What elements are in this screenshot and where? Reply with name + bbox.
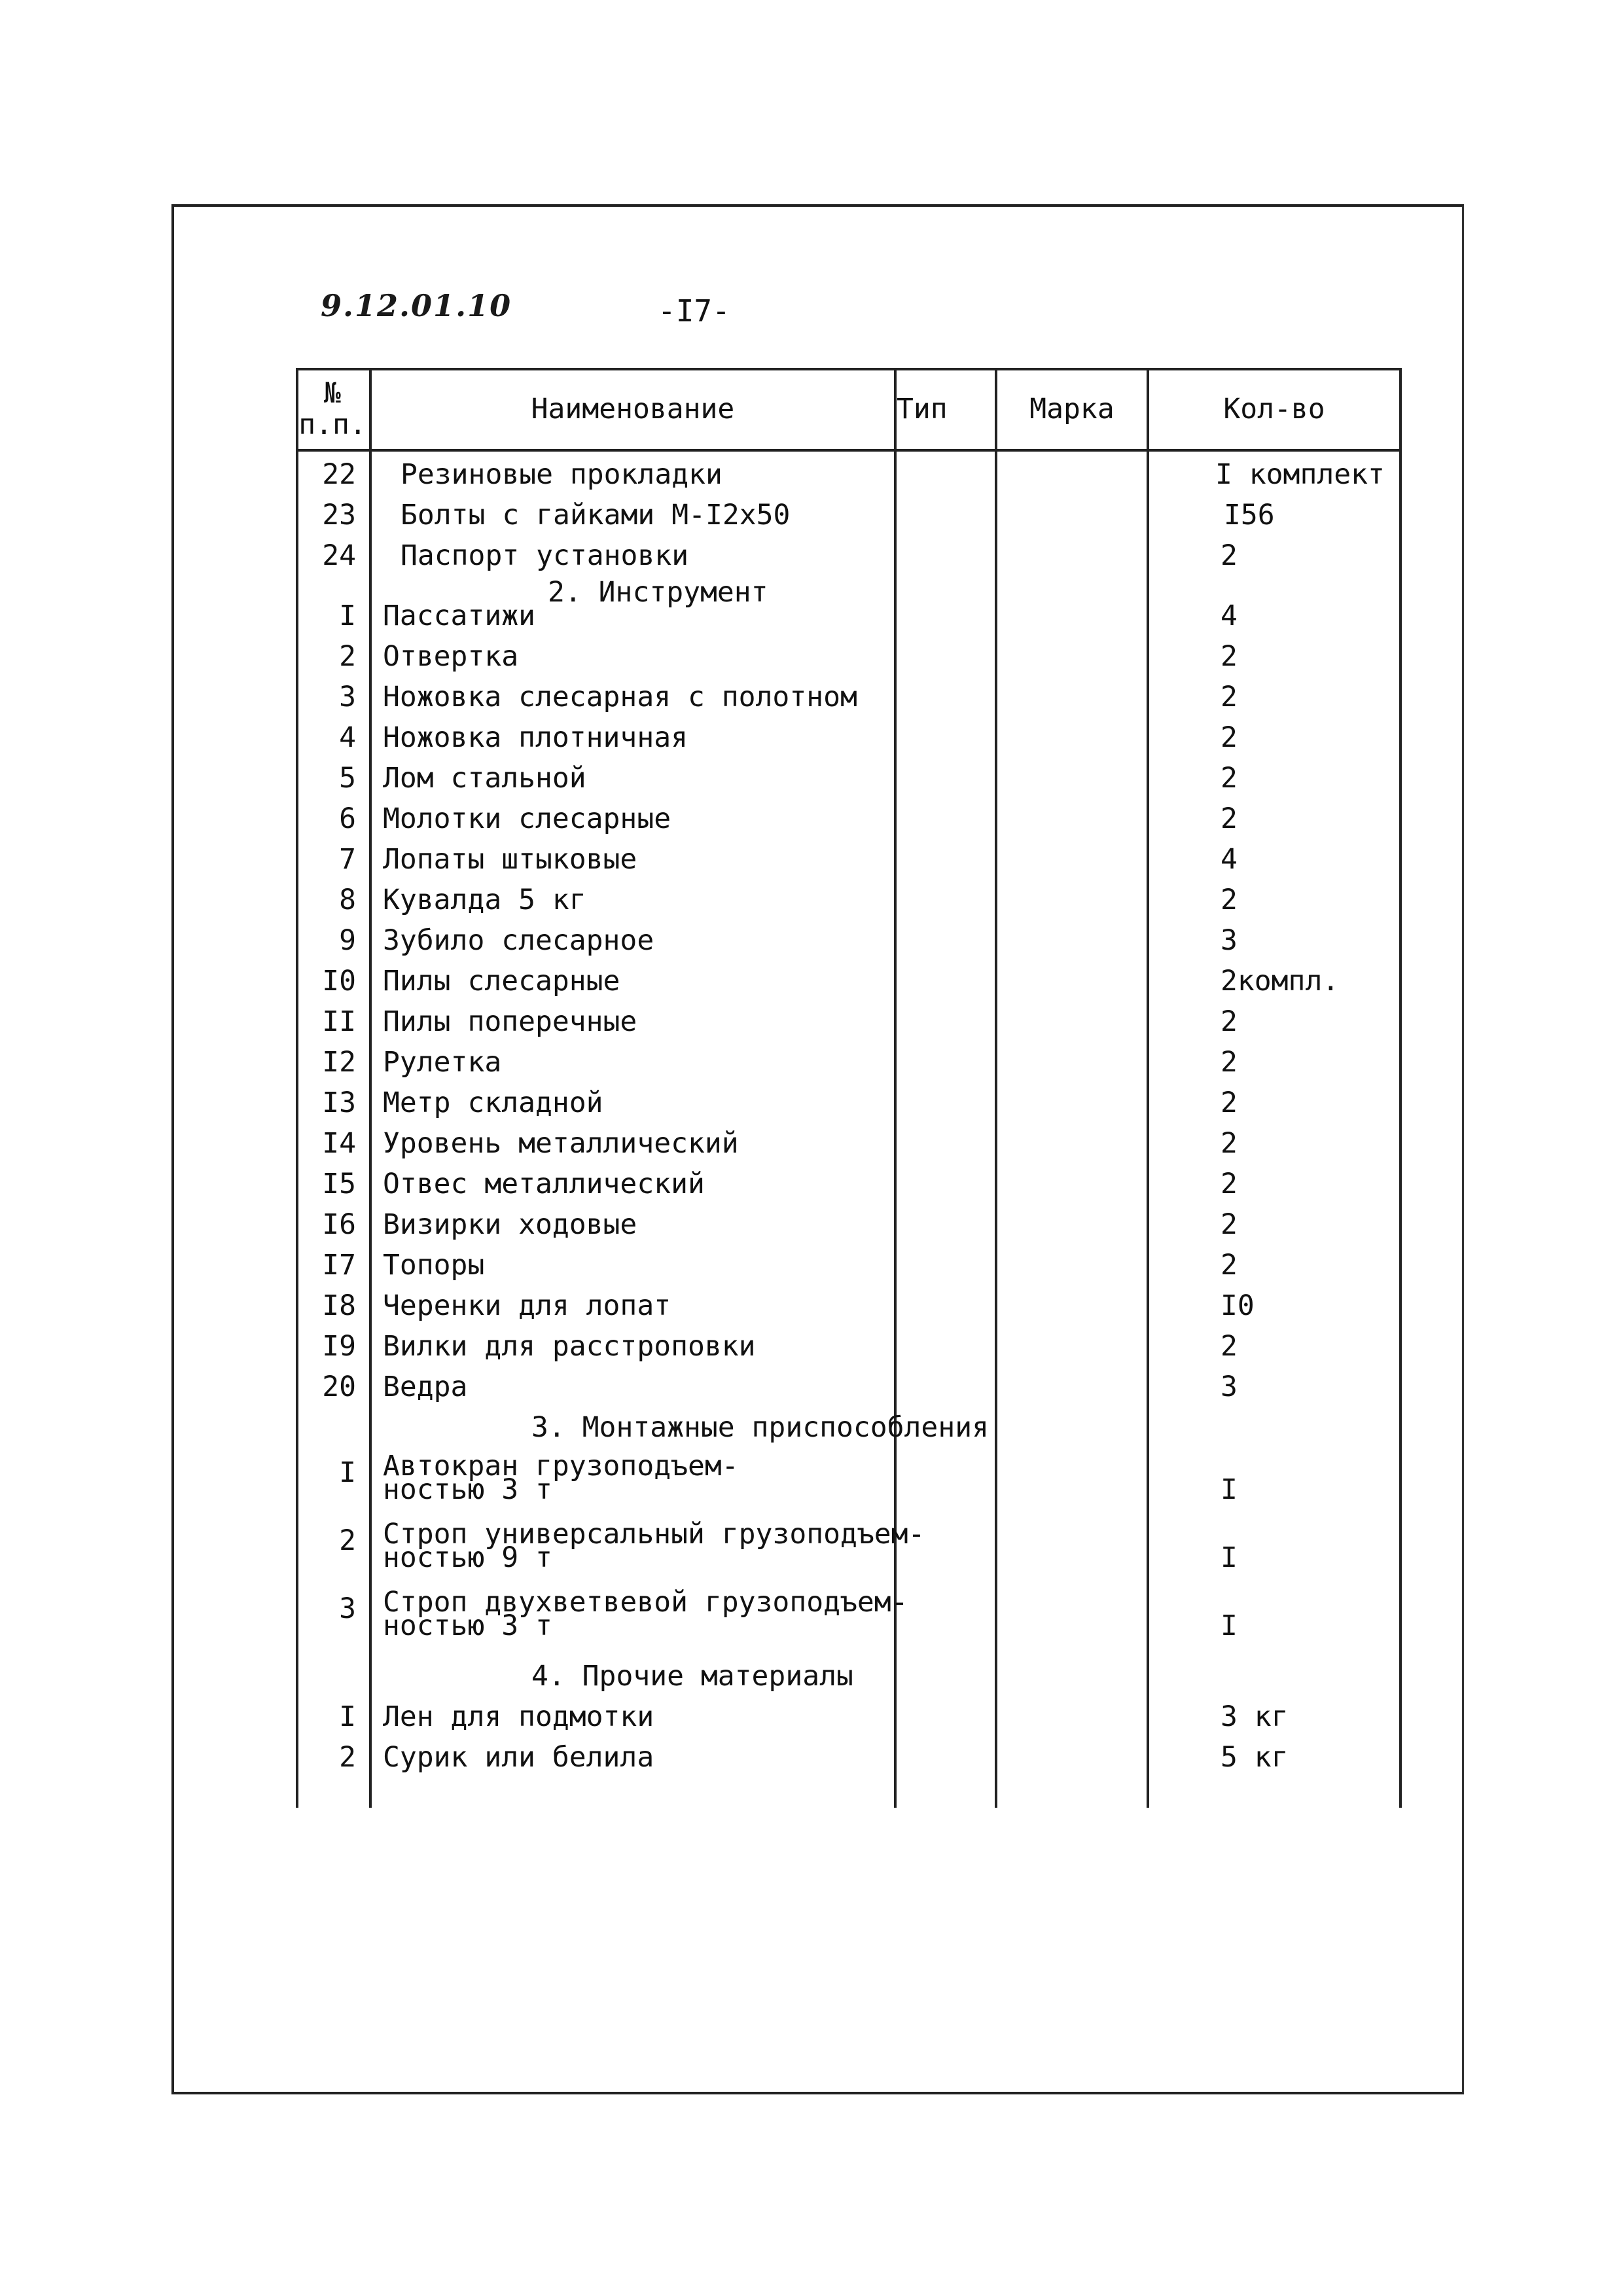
- row-name-line2: ностью 9 т: [383, 1541, 552, 1574]
- row-qty: 3: [1221, 924, 1238, 957]
- row-name: Лен для подмотки: [383, 1700, 654, 1733]
- row-qty: 2: [1221, 681, 1238, 713]
- row-number: 3: [339, 1592, 356, 1625]
- row-number: 2: [339, 1741, 356, 1774]
- row-qty: I: [1221, 1609, 1238, 1642]
- table-row: [296, 1520, 1402, 1579]
- row-qty: 2: [1221, 1127, 1238, 1160]
- row-name: Пилы поперечные: [383, 1005, 637, 1038]
- row-qty: 4: [1221, 600, 1238, 632]
- row-number: 6: [339, 802, 356, 835]
- row-name: Черенки для лопат: [383, 1289, 671, 1322]
- row-name: Уровень металлический: [383, 1127, 739, 1160]
- row-name: Визирки ходовые: [383, 1208, 637, 1241]
- row-number: I: [339, 1700, 356, 1733]
- row-number: I9: [322, 1330, 356, 1363]
- row-number: I2: [322, 1046, 356, 1079]
- row-name-line2: ностью 3 т: [383, 1473, 552, 1506]
- row-qty: I56: [1224, 499, 1275, 531]
- row-name: Отвертка: [383, 640, 519, 673]
- row-number: 23: [322, 499, 356, 531]
- row-name: Лом стальной: [383, 762, 586, 795]
- row-number: I6: [322, 1208, 356, 1241]
- row-number: I7: [322, 1249, 356, 1282]
- page-number: -I7-: [658, 293, 730, 329]
- row-name: Ножовка плотничная: [383, 721, 688, 754]
- header-num: № п.п.: [298, 377, 366, 441]
- row-name-line1: Автокран грузоподъем-: [383, 1450, 739, 1482]
- header-brand: Марка: [1029, 393, 1115, 425]
- row-number: I0: [322, 965, 356, 997]
- row-number: 3: [339, 681, 356, 713]
- row-number: II: [322, 1005, 356, 1038]
- row-number: I4: [322, 1127, 356, 1160]
- document-number: 9.12.01.10: [321, 288, 512, 323]
- row-name: Сурик или белила: [383, 1741, 654, 1774]
- row-name: Зубило слесарное: [383, 924, 654, 957]
- row-qty: 2: [1221, 539, 1238, 572]
- row-name-line1: Строп двухветвевой грузоподъем-: [383, 1586, 908, 1619]
- row-name: Ведра: [383, 1371, 468, 1403]
- row-number: 24: [322, 539, 356, 572]
- row-qty: I: [1221, 1541, 1238, 1574]
- row-number: 20: [322, 1371, 356, 1403]
- row-qty: 2: [1221, 640, 1238, 673]
- row-number: I8: [322, 1289, 356, 1322]
- row-number: 5: [339, 762, 356, 795]
- row-number: 7: [339, 843, 356, 876]
- header-name: Наименование: [531, 393, 735, 425]
- row-qty: 2компл.: [1221, 965, 1340, 997]
- row-name: Пассатижи: [383, 600, 535, 632]
- row-qty: 2: [1221, 1330, 1238, 1363]
- row-qty: 2: [1221, 884, 1238, 916]
- row-number: 2: [339, 1524, 356, 1557]
- row-number: 2: [339, 640, 356, 673]
- row-qty: 2: [1221, 802, 1238, 835]
- row-qty: I: [1221, 1473, 1238, 1506]
- row-qty: 2: [1221, 721, 1238, 754]
- row-qty: 3 кг: [1221, 1700, 1289, 1733]
- row-name: Рулетка: [383, 1046, 502, 1079]
- row-name-line2: ностью 3 т: [383, 1609, 552, 1642]
- section-title: 4. Прочие материалы: [531, 1660, 853, 1693]
- row-name: Топоры: [383, 1249, 485, 1282]
- row-number: I: [339, 1456, 356, 1489]
- row-qty: 3: [1221, 1371, 1238, 1403]
- row-qty: I комплект: [1215, 458, 1385, 491]
- row-number: I5: [322, 1168, 356, 1200]
- row-name: Лопаты штыковые: [383, 843, 637, 876]
- row-number: 8: [339, 884, 356, 916]
- row-name: Вилки для расстроповки: [383, 1330, 756, 1363]
- row-qty: 2: [1221, 1046, 1238, 1079]
- row-qty: 2: [1221, 1005, 1238, 1038]
- row-qty: 2: [1221, 762, 1238, 795]
- section-title: 3. Монтажные приспособления: [531, 1411, 989, 1444]
- row-number: 22: [322, 458, 356, 491]
- header-type: Тип: [897, 393, 948, 425]
- row-name: Метр складной: [383, 1086, 603, 1119]
- row-qty: 4: [1221, 843, 1238, 876]
- row-qty: 2: [1221, 1086, 1238, 1119]
- row-number: I3: [322, 1086, 356, 1119]
- row-qty: 5 кг: [1221, 1741, 1289, 1774]
- table-row: [296, 1588, 1402, 1647]
- row-qty: I0: [1221, 1289, 1255, 1322]
- row-qty: 2: [1221, 1208, 1238, 1241]
- table-row: [296, 1452, 1402, 1511]
- row-name: Кувалда 5 кг: [383, 884, 586, 916]
- row-name: Отвес металлический: [383, 1168, 705, 1200]
- row-name: Ножовка слесарная с полотном: [383, 681, 857, 713]
- row-name: Резиновые прокладки: [401, 458, 722, 491]
- row-number: 9: [339, 924, 356, 957]
- row-name: Пилы слесарные: [383, 965, 620, 997]
- row-name: Молотки слесарные: [383, 802, 671, 835]
- row-name-line1: Строп универсальный грузоподъем-: [383, 1518, 925, 1551]
- row-qty: 2: [1221, 1249, 1238, 1282]
- row-name: Паспорт установки: [401, 539, 689, 572]
- row-number: I: [339, 600, 356, 632]
- row-name: Болты с гайками М-I2x50: [401, 499, 791, 531]
- row-number: 4: [339, 721, 356, 754]
- section-title: 2. Инструмент: [548, 576, 768, 609]
- row-qty: 2: [1221, 1168, 1238, 1200]
- header-qty: Кол-во: [1223, 393, 1325, 425]
- equipment-table: [296, 368, 1402, 1808]
